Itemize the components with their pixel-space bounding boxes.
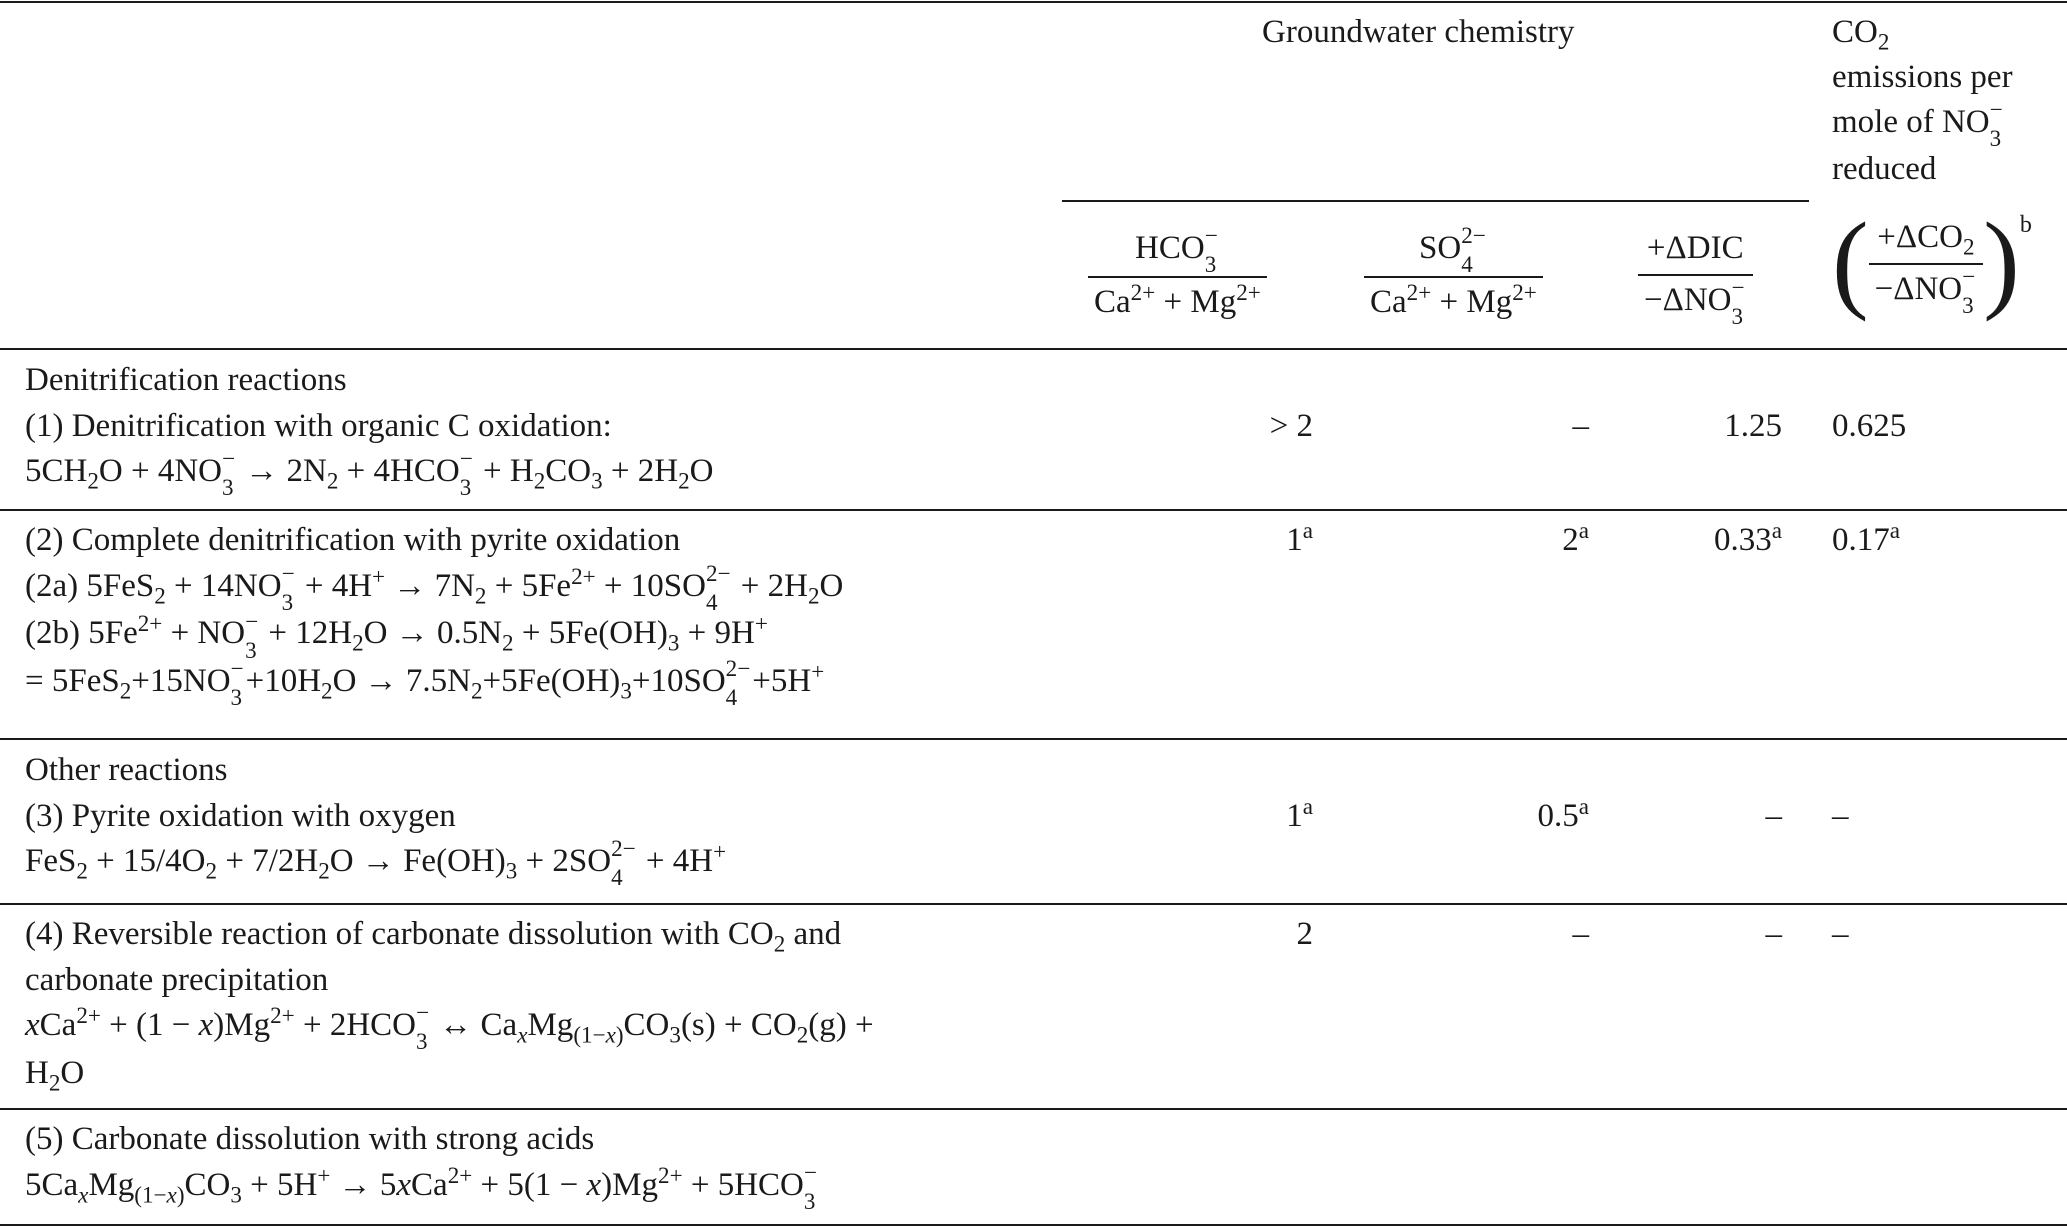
group-title: Groundwater chemistry (1262, 14, 1575, 50)
row-4-text (25, 912, 1045, 1096)
section-label: Other reactions (25, 752, 228, 788)
co2-title-line-3: mole of NO − 3 (1832, 96, 2003, 152)
reaction-title: (5) Carbonate dissolution with strong acids (25, 1121, 595, 1157)
row-4-hco3-value: 2 (1296, 916, 1313, 952)
reaction-equation-2a: (2a) 5FeS$_2$ + 14NO − 3 + $4H^+ \to 7N_2 + 5Fe^{2+} + 10SO$ 2− 4 + $2H_2O$ (25, 560, 844, 616)
row-1-hco3-value: > 2 (1269, 408, 1313, 444)
row-3-dic-value: – (1765, 798, 1782, 834)
col-header-so4-ratio: SO 2− 4 $Ca^{2+} + Mg^{2+}$ (1364, 226, 1543, 325)
row-1-text (25, 358, 1045, 501)
left-paren: ( (1832, 200, 1869, 322)
row-3-text (25, 748, 1045, 891)
row-4-dic-value: – (1765, 916, 1782, 952)
row-2-dic-value: 0.33$^a$ (1713, 517, 1782, 558)
reaction-equation-sum: = 5FeS$_2$+15NO − 3 $+10H_2O \to 7.5N_2+5Fe(OH)_3+10SO$ 2− 4 +5H+ (25, 655, 825, 711)
row-2-hco3-value: 1$^a$ (1286, 517, 1313, 558)
right-paren: ) (1983, 200, 2020, 322)
col-header-dic-ratio: +ΔDIC −ΔNO − 3 (1638, 226, 1753, 325)
reaction-title-line-1: (4) Reversible reaction of carbonate dissolution with $CO_2$ and (25, 916, 842, 957)
reaction-title: (1) Denitrification with organic C oxidation: (25, 407, 612, 444)
col-header-hco3-ratio: HCO − 3 $Ca^{2+} + Mg^{2+}$ (1088, 226, 1267, 325)
col-header-co2-ratio: ( $+\Delta CO_2$ −ΔNO − 3 ) $^b$ (1832, 200, 2032, 322)
reaction-title: (3) Pyrite oxidation with oxygen (25, 797, 456, 834)
row-4-so4-value: – (1572, 916, 1589, 952)
reaction-equation-cont: $H_2O$ (25, 1054, 85, 1096)
co2-column-title (1832, 10, 2013, 192)
group-rule (1062, 200, 1809, 202)
row-2-co2-value: 0.17$^a$ (1832, 517, 1901, 558)
row-5-text (25, 1117, 1045, 1214)
row-rule-2 (0, 738, 2067, 740)
row-1-dic-value: 1.25 (1724, 408, 1782, 444)
row-4-co2-value: – (1832, 916, 1849, 952)
row-2-so4-value: 2$^a$ (1562, 517, 1589, 558)
reaction-equation: $FeS_2 + 15/4O_2 + 7/2H_2O \to Fe(OH)_3 + 2SO$ 2− 4 + 4H+ (25, 835, 727, 891)
row-rule-4 (0, 1108, 2067, 1110)
section-label: Denitrification reactions (25, 362, 347, 398)
reaction-equation-2b: (2b) $5Fe^{2+}$ + NO − 3 + $12H_2O \to 0.5N_2 + 5Fe(OH)_3 + 9H^+$ (25, 607, 768, 663)
row-3-co2-value: – (1832, 798, 1849, 834)
row-3-hco3-value: 1$^a$ (1286, 793, 1313, 834)
row-rule-3 (0, 903, 2067, 905)
header-rule (0, 348, 2067, 350)
row-1-co2-value: 0.625 (1832, 408, 1907, 444)
reaction-title: (2) Complete denitrification with pyrite oxidation (25, 522, 681, 558)
reaction-equation: $xCa^{2+} + (1 - x)Mg^{2+} + 2HCO$ − 3 ↔ $Ca_xMg_{(1-x)}CO_3(s) + CO_2(g)$ + (25, 999, 874, 1055)
row-1-so4-value: – (1572, 408, 1589, 444)
co2-title-line-1: $CO_2$ (1832, 14, 1890, 55)
row-2-text (25, 518, 1045, 711)
co2-title-line-4: reduced (1832, 151, 1937, 188)
reaction-equation: $5CH_2O + 4NO$ − 3 → $2N_2 + 4HCO$ − 3 + $H_2CO_3 + 2H_2O$ (25, 445, 714, 501)
co2-title-line-2: emissions per (1832, 58, 2013, 95)
top-rule (0, 1, 2067, 3)
reaction-title-line-2: carbonate precipitation (25, 961, 329, 998)
row-rule-1 (0, 509, 2067, 511)
reaction-equation: $5Ca_xMg_{(1-x)}CO_3 + 5H^+ \to 5xCa^{2+} + 5(1 - x)Mg^{2+} + 5HCO$ − 3 (25, 1158, 817, 1214)
row-3-so4-value: 0.5$^a$ (1537, 793, 1589, 834)
